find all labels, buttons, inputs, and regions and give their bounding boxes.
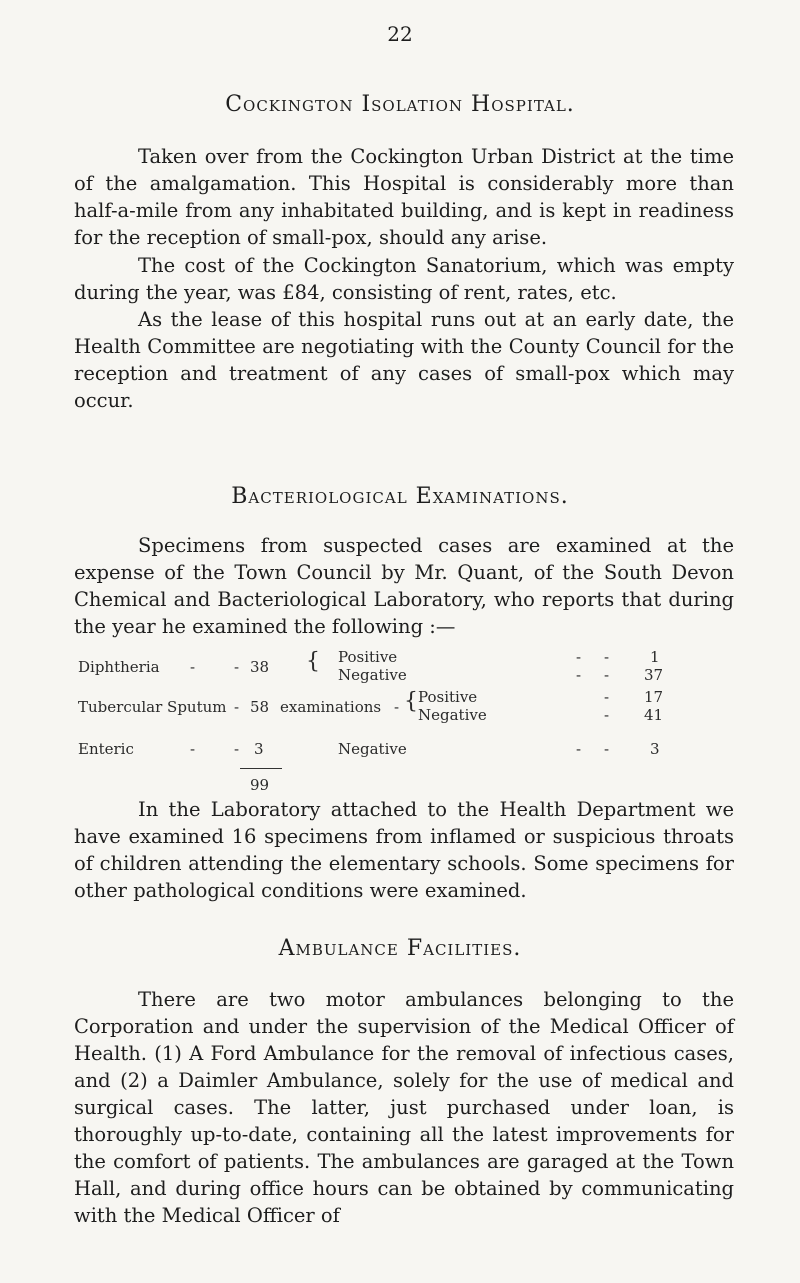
table-row-sputum: Tubercular Sputum - 58 examinations - { Positive - 17 Negative - 41 [78, 688, 664, 724]
result-label: Negative [338, 740, 407, 758]
disease-name: Enteric [78, 740, 134, 758]
paragraph-sanatorium-cost: The cost of the Cockington Sanatorium, which was empty during the year, was £84, consisting of rent, rates, etc. [74, 254, 734, 304]
section-heading-cockington: Cockington Isolation Hospital. [225, 92, 575, 117]
page-number: 22 [387, 22, 413, 46]
paragraph-cockington-history: Taken over from the Cockington Urban District at the time of the amalgamation. This Hospital is considerably more than half-a-mile from any inhabitated building, and is kept in readiness for the reception of small-pox, should any arise. [74, 145, 734, 249]
paragraph-specimens-intro: Specimens from suspected cases are examined at the expense of the Town Council by Mr. Quant, of the South Devon Chemical and Bacteriological Laboratory, who reports that during the year he examined the following :— [74, 534, 734, 638]
total-count: 99 [250, 776, 270, 794]
section-heading-bacteriological: Bacteriological Examinations. [231, 484, 569, 509]
result-label: Negative [338, 666, 407, 684]
specimen-count: 58 [250, 698, 270, 716]
paragraph-laboratory: In the Laboratory attached to the Health Department we have examined 16 specimens from inflamed or suspicious throats of children attending the elementary schools. Some specimens for other pathological conditions were examined. [74, 798, 734, 902]
total-rule [240, 768, 282, 769]
disease-name: Diphtheria [78, 658, 160, 676]
section-heading-ambulance: Ambulance Facilities. [278, 936, 522, 961]
result-value: 3 [650, 740, 660, 758]
result-label: Negative [418, 706, 487, 724]
result-label: Positive [418, 688, 478, 706]
disease-name: Tubercular Sputum [78, 698, 227, 716]
result-value: 37 [644, 666, 664, 684]
specimen-desc: examinations [280, 698, 382, 716]
result-value: 1 [650, 648, 660, 666]
specimen-count: 38 [250, 658, 270, 676]
result-value: 17 [644, 688, 664, 706]
brace: { [306, 649, 320, 674]
paragraph-ambulances: There are two motor ambulances belonging to the Corporation and under the supervision of the Medical Officer of Health. (1) A Ford Ambulance for the removal of infectious cases, and (2) a Daimler Ambulance, solely for the use of medical and surgical cases. The latter, just purchased under loan, is thoroughly up-to-date, containing all the latest improvements for the comfort of patients. The ambulances are garaged at the Town Hall, and during office hours can be obtained by communicating with the Medical Officer of [74, 988, 734, 1227]
result-label: Positive [338, 648, 398, 666]
specimen-count: 3 [254, 740, 264, 758]
paragraph-lease: As the lease of this hospital runs out at an early date, the Health Committee are negotiating with the County Council for the reception and treatment of any cases of small-pox which may occur. [74, 308, 734, 412]
brace: { [404, 689, 418, 714]
result-value: 41 [644, 706, 664, 724]
table-row-enteric: Enteric - - 3 Negative - - 3 [78, 740, 660, 758]
table-row-diphtheria: Diphtheria - - 38 { Positive - - 1 Negative - - 37 [78, 648, 664, 684]
